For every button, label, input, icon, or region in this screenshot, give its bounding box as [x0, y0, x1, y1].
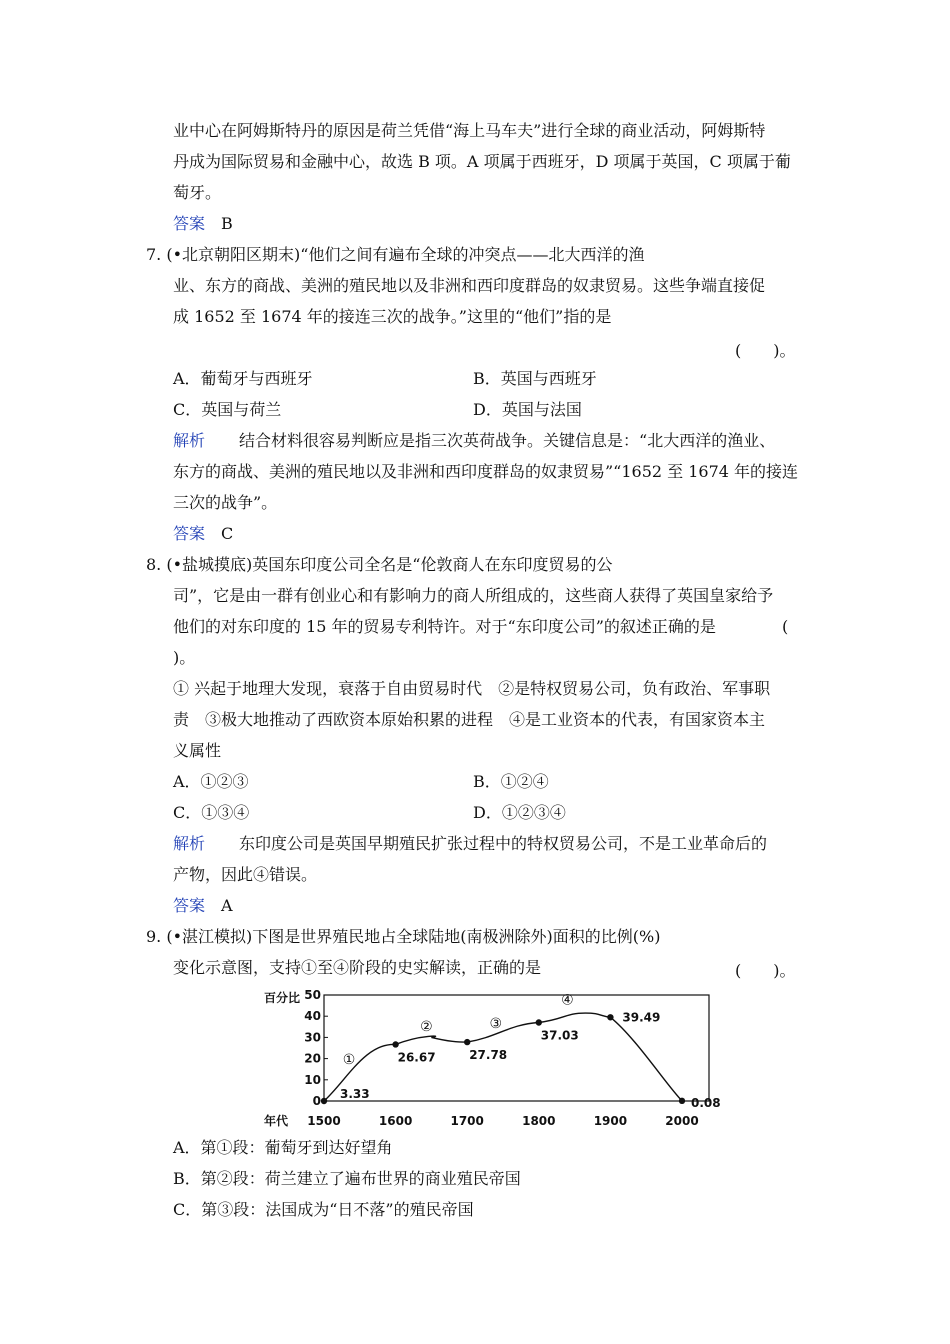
colony-area-chart: [262, 988, 722, 1130]
q7-number: 7.: [146, 245, 162, 264]
stage-label: ①: [342, 1051, 356, 1068]
q8-statement-line-1: ① 兴起于地理大发现，衰落于自由贸易时代 ②是特权贸易公司，负有政治、军事职: [173, 679, 771, 698]
y-tick-label: 10: [304, 1072, 321, 1087]
q8-option-d: D．①②③④: [473, 803, 566, 822]
q7-analysis-text-1: 结合材料很容易判断应是指三次英荷战争。关键信息是：“北大西洋的渔业、: [239, 431, 776, 450]
q7-stem-line-3: 成 1652 至 1674 年的接连三次的战争。”这里的“他们”指的是: [173, 307, 612, 326]
stage-label: ③: [489, 1015, 503, 1032]
q8-stem-line-2: 司”，它是由一群有创业心和有影响力的商人所组成的，这些商人获得了英国皇家给予: [173, 586, 774, 605]
answer-label: 答案: [173, 214, 206, 233]
q7-analysis-line-3: 三次的战争”。: [173, 493, 278, 512]
x-tick-label: 1700: [450, 1114, 484, 1128]
q8-blank-open: (: [782, 617, 789, 636]
q9-option-a: A．第①段：葡萄牙到达好望角: [173, 1138, 393, 1157]
q7-source: (•北京朝阳区期末): [166, 245, 301, 264]
q9-stem-line-2: 变化示意图，支持①至④阶段的史实解读，正确的是: [173, 958, 542, 977]
q8-answer: [173, 896, 233, 916]
data-label: 0.08: [691, 1095, 721, 1110]
analysis-label: 解析: [173, 834, 206, 853]
answer-label: 答案: [173, 524, 206, 543]
q9-text-1: 下图是世界殖民地占全球陆地(南极洲除外)面积的比例(%): [252, 927, 661, 946]
q9-option-c: C．第③段：法国成为“日不落”的殖民帝国: [173, 1200, 474, 1219]
q8-statement-line-3: 义属性: [173, 741, 222, 760]
data-point: [536, 1019, 542, 1025]
data-label: 39.49: [622, 1010, 661, 1025]
y-tick-label: 30: [304, 1030, 321, 1045]
q8-option-b: B．①②④: [473, 772, 549, 791]
q9-option-b: B．第②段：荷兰建立了遍布世界的商业殖民帝国: [173, 1169, 521, 1188]
y-tick-label: 50: [304, 988, 321, 1002]
q7-answer: [173, 524, 233, 544]
x-tick-label: 1600: [378, 1114, 413, 1128]
stage-label: ②: [420, 1019, 433, 1036]
prev-answer: [173, 214, 233, 234]
q7-text-1: “他们之间有遍布全球的冲突点——北大西洋的渔: [300, 245, 645, 264]
q8-option-c: C．①③④: [173, 803, 250, 822]
x-tick-label: 2000: [665, 1114, 699, 1128]
q7-option-c: C．英国与荷兰: [173, 400, 282, 419]
q8-blank-close: )。: [173, 648, 196, 667]
chart-ylabel: 百分比: [264, 991, 301, 1005]
q8-number: 8.: [146, 555, 162, 574]
q8-option-a: A．①②③: [173, 772, 249, 791]
prev-analysis-line-2: 丹成为国际贸易和金融中心，故选 B 项。A 项属于西班牙，D 项属于英国，C 项属于葡: [173, 152, 791, 171]
data-label: 27.78: [469, 1048, 508, 1063]
q8-source: (•盐城摸底): [166, 555, 253, 574]
data-point: [321, 1098, 327, 1104]
y-tick-label: 20: [304, 1051, 321, 1066]
data-point: [607, 1014, 613, 1020]
answer-value: A: [221, 896, 233, 915]
answer-value: C: [221, 524, 234, 543]
q8-stem-line-1: [146, 555, 612, 575]
chart-xlabel: 年代: [264, 1114, 289, 1128]
stage-label: ④: [561, 992, 574, 1009]
q8-statement-line-2: 责 ③极大地推动了西欧资本原始积累的进程 ④是工业资本的代表，有国家资本主: [173, 710, 766, 729]
y-tick-label: 40: [304, 1009, 321, 1024]
data-point: [464, 1039, 470, 1045]
analysis-label: 解析: [173, 431, 206, 450]
data-label: 3.33: [340, 1087, 370, 1101]
q8-stem-line-3: 他们的对东印度的 15 年的贸易专利特许。对于“东印度公司”的叙述正确的是: [173, 617, 716, 636]
data-label: 37.03: [540, 1028, 579, 1043]
q7-stem-line-1: [146, 245, 644, 265]
data-point: [679, 1098, 685, 1104]
answer-value: B: [221, 214, 233, 233]
q7-analysis-line-2: 东方的商战、美洲的殖民地以及非洲和西印度群岛的奴隶贸易”“1652 至 1674 年的接连: [173, 462, 799, 481]
x-tick-label: 1500: [307, 1114, 341, 1128]
data-label: 26.67: [397, 1050, 436, 1065]
q7-option-d: D．英国与法国: [473, 400, 582, 419]
x-tick-label: 1900: [593, 1114, 628, 1128]
q7-option-b: B．英国与西班牙: [473, 369, 597, 388]
q8-analysis-line-2: 产物，因此④错误。: [173, 865, 318, 884]
q8-text-1: 英国东印度公司全名是“伦敦商人在东印度贸易的公: [252, 555, 613, 574]
y-tick-label: 0: [312, 1094, 321, 1108]
q9-stem-line-1: [146, 927, 660, 947]
q7-analysis-line-1: [173, 431, 775, 451]
data-point: [392, 1041, 398, 1047]
q8-analysis-line-1: [173, 834, 767, 854]
q7-answer-blank: ( )。: [735, 341, 796, 360]
q7-option-a: A．葡萄牙与西班牙: [173, 369, 313, 388]
x-tick-label: 1800: [522, 1114, 556, 1128]
q7-stem-line-2: 业、东方的商战、美洲的殖民地以及非洲和西印度群岛的奴隶贸易。这些争端直接促: [173, 276, 766, 295]
prev-analysis-line-3: 萄牙。: [173, 183, 222, 202]
q9-answer-blank: ( )。: [735, 961, 796, 980]
prev-analysis-line-1: 业中心在阿姆斯特丹的原因是荷兰凭借“海上马车夫”进行全球的商业活动，阿姆斯特: [173, 121, 766, 140]
q9-number: 9.: [146, 927, 162, 946]
q9-source: (•湛江模拟): [166, 927, 253, 946]
q8-analysis-text-1: 东印度公司是英国早期殖民扩张过程中的特权贸易公司，不是工业革命后的: [239, 834, 768, 853]
answer-label: 答案: [173, 896, 206, 915]
